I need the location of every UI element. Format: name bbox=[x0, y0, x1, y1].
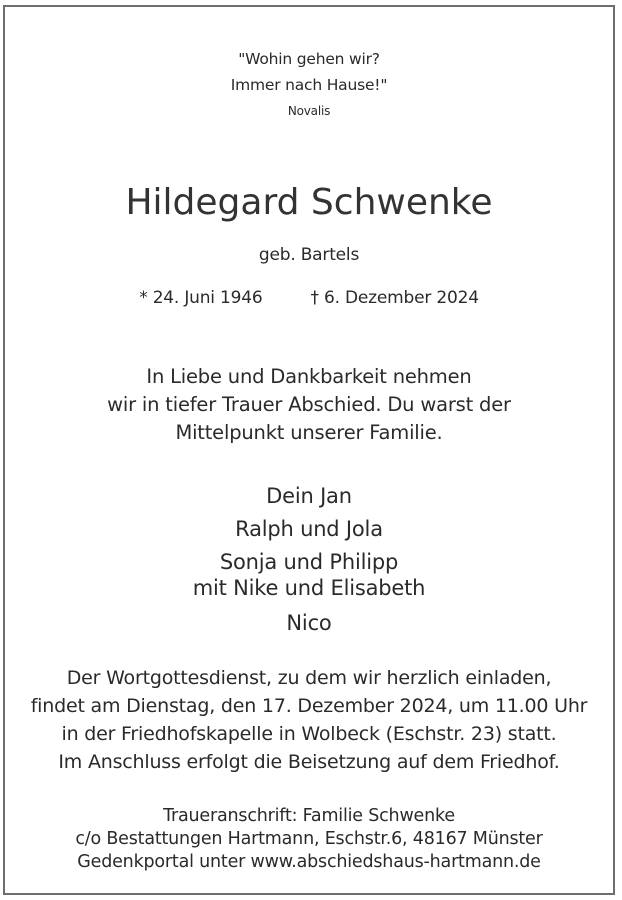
mourner-name: mit Nike und Elisabeth bbox=[192, 576, 426, 600]
death-date: † 6. Dezember 2024 bbox=[310, 288, 479, 308]
message-line-1: In Liebe und Dankbarkeit nehmen bbox=[146, 365, 472, 388]
mourner-name: Sonja und Philipp bbox=[219, 550, 399, 574]
contact-line-1: Traueranschrift: Familie Schwenke bbox=[163, 806, 455, 826]
mourner-name: Ralph und Jola bbox=[235, 517, 383, 541]
mourner-name: Nico bbox=[286, 611, 332, 635]
message-line-2: wir in tiefer Trauer Abschied. Du warst der bbox=[107, 393, 511, 416]
quote-line-1: "Wohin gehen wir? bbox=[238, 50, 380, 68]
service-line-1: Der Wortgottesdienst, zu dem wir herzlich einladen, bbox=[66, 667, 552, 689]
quote-author: Novalis bbox=[287, 104, 331, 118]
contact-line-2: c/o Bestattungen Hartmann, Eschstr.6, 48167 Münster bbox=[75, 829, 543, 849]
obituary-frame bbox=[3, 5, 615, 895]
maiden-name: geb. Bartels bbox=[258, 245, 360, 265]
quote-line-2: Immer nach Hause!" bbox=[230, 76, 388, 94]
message-line-3: Mittelpunkt unserer Familie. bbox=[175, 421, 443, 444]
service-line-2: findet am Dienstag, den 17. Dezember 2024, um 11.00 Uhr bbox=[30, 695, 588, 717]
life-dates bbox=[5, 288, 613, 308]
mourner-name: Dein Jan bbox=[266, 484, 352, 508]
service-line-3: in der Friedhofskapelle in Wolbeck (Eschstr. 23) statt. bbox=[61, 723, 557, 745]
birth-date: * 24. Juni 1946 bbox=[139, 288, 263, 308]
contact-line-3: Gedenkportal unter www.abschiedshaus-hartmann.de bbox=[77, 852, 541, 872]
service-line-4: Im Anschluss erfolgt die Beisetzung auf dem Friedhof. bbox=[58, 751, 560, 773]
deceased-name: Hildegard Schwenke bbox=[125, 182, 493, 223]
